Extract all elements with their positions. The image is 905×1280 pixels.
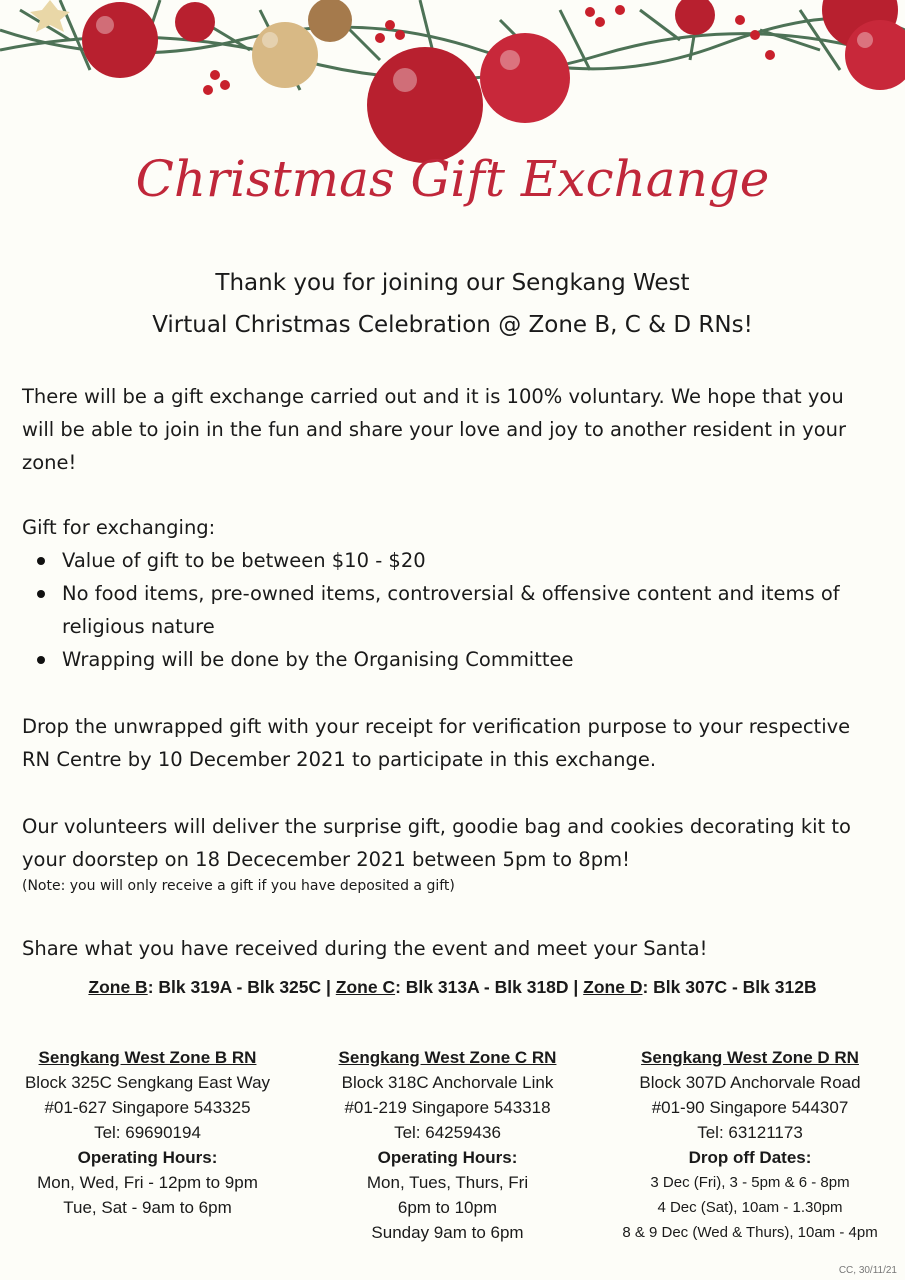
delivery-section [22, 810, 882, 896]
gift-rules-heading: Gift for exchanging: [22, 516, 216, 539]
gift-rule-item: Wrapping will be done by the Organising Committee [22, 643, 882, 676]
gift-rule-item: Value of gift to be between $10 - $20 [22, 544, 882, 577]
centre-telephone: Tel: 69690194 [94, 1123, 201, 1142]
hours-line: Sunday 9am to 6pm [371, 1223, 524, 1242]
hours-heading: Operating Hours: [377, 1148, 518, 1167]
zone-b-range: : Blk 319A - Blk 325C | [147, 977, 336, 997]
delivery-paragraph: Our volunteers will deliver the surprise gift, goodie bag and cookies decorating kit to your doorstep on 18 Dececember 2021 between 5pm to 8pm! [22, 815, 851, 871]
hours-line: Mon, Wed, Fri - 12pm to 9pm [37, 1173, 258, 1192]
footer-credit: CC, 30/11/21 [838, 1265, 897, 1276]
christmas-garland-decoration [0, 0, 905, 165]
zone-d-range: : Blk 307C - Blk 312B [642, 977, 817, 997]
hours-line: 6pm to 10pm [397, 1198, 498, 1217]
zone-b-centre-info [5, 1045, 290, 1220]
drop-off-dates-heading: Drop off Dates: [688, 1148, 812, 1167]
zone-c-label: Zone C [335, 977, 396, 997]
gift-rules-list [22, 544, 882, 676]
hours-line: Mon, Tues, Thurs, Fri [366, 1173, 529, 1192]
share-paragraph: Share what you have received during the event and meet your Santa! [22, 937, 708, 960]
page-title: Christmas Gift Exchange [135, 150, 770, 208]
centre-name: Sengkang West Zone B RN [38, 1048, 257, 1067]
drop-off-date-line: 8 & 9 Dec (Wed & Thurs), 10am - 4pm [622, 1224, 878, 1241]
zone-d-centre-info [600, 1045, 900, 1245]
drop-off-date-line: 4 Dec (Sat), 10am - 1.30pm [657, 1199, 843, 1216]
delivery-note: (Note: you will only receive a gift if you have deposited a gift) [22, 878, 455, 894]
zone-c-range: : Blk 313A - Blk 318D | [395, 977, 584, 997]
thank-you-message [0, 262, 905, 346]
drop-off-date-line: 3 Dec (Fri), 3 - 5pm & 6 - 8pm [650, 1174, 850, 1191]
centre-address-line: Block 307D Anchorvale Road [639, 1073, 861, 1092]
centre-name: Sengkang West Zone D RN [641, 1048, 859, 1067]
zone-d-label: Zone D [583, 977, 643, 997]
zone-c-centre-info [305, 1045, 590, 1245]
gift-rules-section [22, 511, 882, 676]
centre-address-line: Block 325C Sengkang East Way [24, 1073, 271, 1092]
zone-b-label: Zone B [88, 977, 148, 997]
centre-address-line: Block 318C Anchorvale Link [341, 1073, 554, 1092]
centre-address-line: #01-219 Singapore 543318 [344, 1098, 551, 1117]
drop-off-paragraph: Drop the unwrapped gift with your receipt for verification purpose to your respective RN Centre by 10 December 2021 to participate in this exchange. [22, 715, 851, 771]
centre-telephone: Tel: 64259436 [394, 1123, 501, 1142]
intro-paragraph: There will be a gift exchange carried out and it is 100% voluntary. We hope that you will be able to join in the fun and share your love and joy to another resident in your zone! [22, 385, 846, 474]
gift-rule-item: No food items, pre-owned items, controversial & offensive content and items of religious nature [22, 577, 882, 643]
centre-address-line: #01-627 Singapore 543325 [44, 1098, 251, 1117]
hours-line: Tue, Sat - 9am to 6pm [63, 1198, 232, 1217]
zone-block-ranges [0, 977, 905, 998]
centre-name: Sengkang West Zone C RN [338, 1048, 557, 1067]
ornament-balls [82, 0, 905, 163]
centre-telephone: Tel: 63121173 [697, 1123, 803, 1142]
centre-address-line: #01-90 Singapore 544307 [651, 1098, 849, 1117]
hours-heading: Operating Hours: [77, 1148, 218, 1167]
thank-you-line-2: Virtual Christmas Celebration @ Zone B, C & D RNs! [152, 312, 753, 338]
thank-you-line-1: Thank you for joining our Sengkang West [215, 270, 690, 296]
